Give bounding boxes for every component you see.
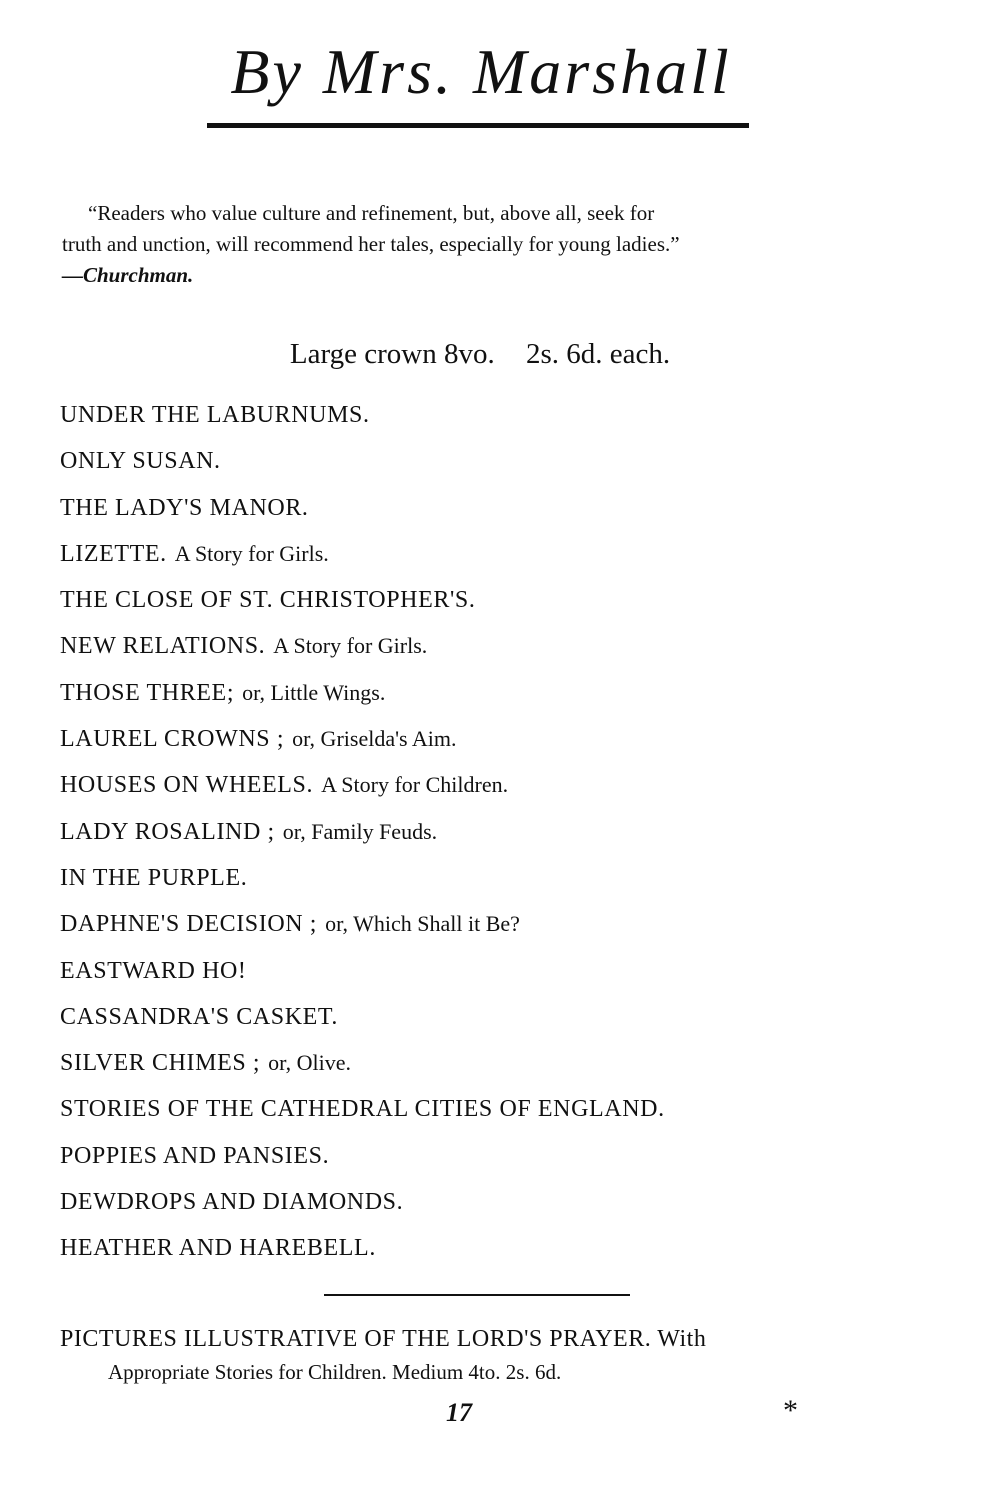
book-item — [60, 1086, 673, 1132]
footer-entry-title: PICTURES ILLUSTRATIVE OF THE LORD'S PRAYER. With — [60, 1326, 707, 1352]
book-title: UNDER THE LABURNUMS. — [60, 402, 370, 428]
book-list — [60, 392, 673, 1272]
book-title: THE LADY'S MANOR. — [60, 494, 309, 521]
book-title: ONLY SUSAN. — [60, 448, 221, 475]
book-item — [60, 485, 673, 531]
format-price-heading — [0, 336, 960, 372]
book-title: IN THE PURPLE. — [60, 864, 248, 891]
quote-line-2: truth and unction, will recommend her tales, especially for young ladies.” — [62, 232, 680, 256]
book-subtitle: or, Olive. — [268, 1050, 351, 1076]
page-number: 17 — [446, 1398, 472, 1427]
page-title: By Mrs. Marshall — [230, 36, 732, 107]
book-item — [60, 577, 673, 623]
book-item — [60, 623, 673, 669]
book-subtitle: or, Little Wings. — [242, 679, 386, 705]
review-quote — [62, 198, 907, 291]
book-item — [60, 392, 673, 438]
book-item — [60, 716, 673, 762]
book-title: SILVER CHIMES ; — [60, 1050, 261, 1077]
book-title: LIZETTE. — [60, 540, 167, 567]
book-title: STORIES OF THE CATHEDRAL CITIES OF ENGLAND. — [60, 1096, 665, 1123]
book-item — [60, 855, 673, 901]
footer-book-entry — [60, 1320, 940, 1386]
section-divider — [324, 1294, 630, 1296]
book-item — [60, 809, 673, 855]
price-label: 2s. 6d. each. — [525, 338, 671, 370]
book-item — [60, 1225, 673, 1271]
book-title: THOSE THREE; — [60, 679, 235, 706]
book-subtitle: or, Which Shall it Be? — [325, 911, 520, 937]
book-title: THE CLOSE OF ST. CHRISTOPHER'S. — [60, 587, 476, 614]
book-item — [60, 1179, 673, 1225]
book-title: HEATHER AND HAREBELL. — [60, 1235, 376, 1262]
quote-citation: —Churchman. — [62, 263, 194, 287]
book-title: CASSANDRA'S CASKET. — [60, 1003, 339, 1030]
quote-line-1: “Readers who value culture and refinement, but, above all, seek for — [88, 201, 655, 225]
signature-mark: * — [783, 1394, 798, 1427]
book-item — [60, 438, 673, 484]
book-item — [60, 948, 673, 994]
book-title: DEWDROPS AND DIAMONDS. — [60, 1189, 404, 1216]
book-item — [60, 1133, 673, 1179]
book-title: POPPIES AND PANSIES. — [60, 1142, 330, 1169]
book-subtitle: or, Griselda's Aim. — [292, 726, 457, 752]
book-title: HOUSES ON WHEELS. — [60, 772, 314, 799]
book-item — [60, 762, 673, 808]
book-subtitle: or, Family Feuds. — [282, 818, 438, 844]
book-subtitle: A Story for Girls. — [273, 633, 428, 659]
book-item — [60, 531, 673, 577]
book-subtitle: A Story for Children. — [321, 772, 509, 798]
book-item — [60, 670, 673, 716]
format-label: Large crown 8vo. — [289, 338, 495, 370]
book-item — [60, 994, 673, 1040]
book-title: LAUREL CROWNS ; — [60, 726, 285, 753]
book-title: EASTWARD HO! — [60, 957, 247, 984]
title-underline — [207, 123, 749, 128]
book-title: NEW RELATIONS. — [60, 633, 266, 660]
book-item — [60, 901, 673, 947]
book-title: DAPHNE'S DECISION ; — [60, 911, 318, 938]
footer-entry-details: Appropriate Stories for Children. Medium 4to. 2s. 6d. — [108, 1360, 562, 1384]
book-item — [60, 1040, 673, 1086]
book-subtitle: A Story for Girls. — [174, 540, 329, 566]
book-title: LADY ROSALIND ; — [60, 818, 275, 845]
